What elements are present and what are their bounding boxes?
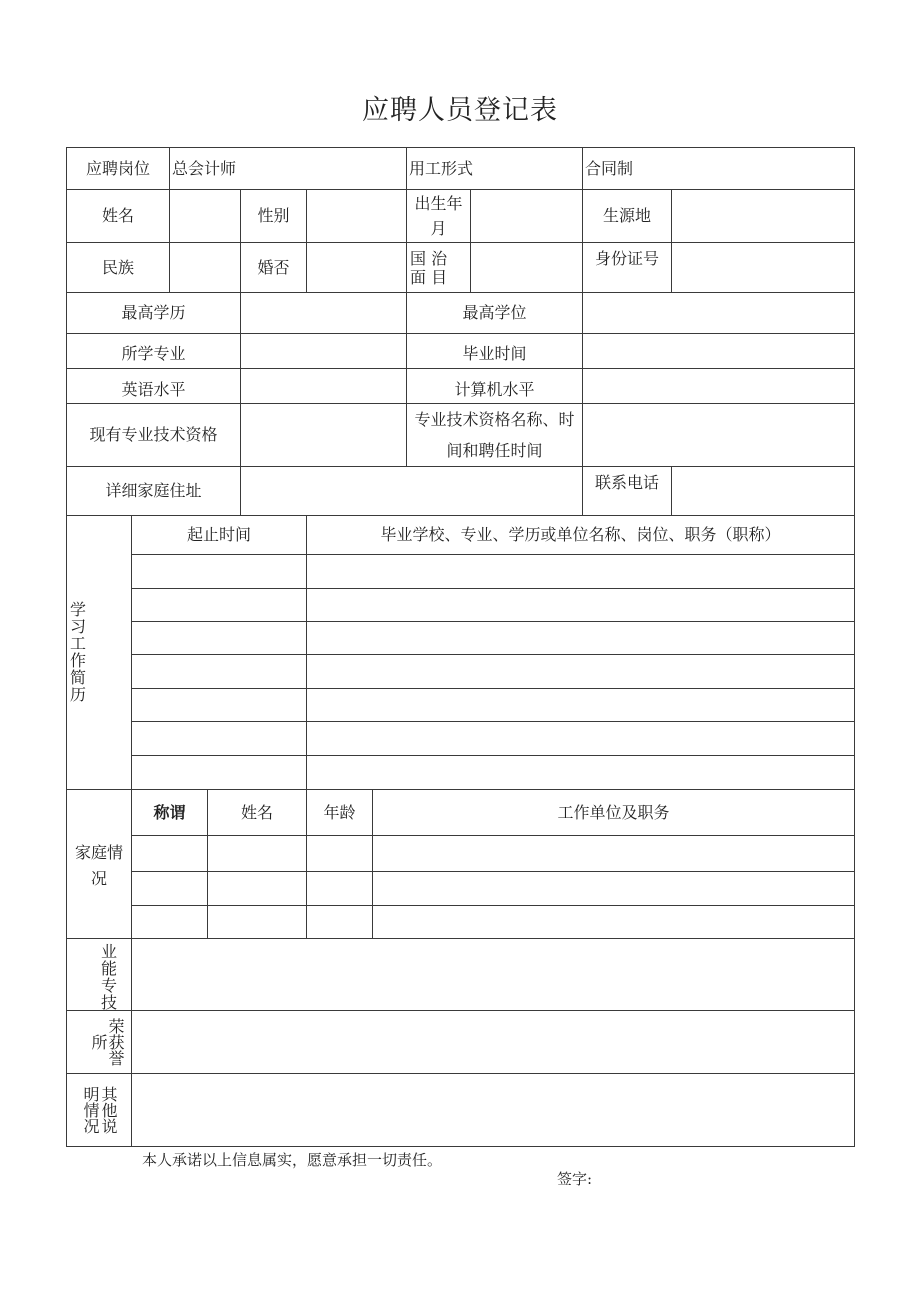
political-label: 国 治 面 目 bbox=[410, 248, 448, 287]
resume-row-detail[interactable] bbox=[307, 555, 854, 588]
family-col-relation: 称谓 bbox=[153, 802, 186, 822]
highest-degree-label: 最高学位 bbox=[462, 303, 527, 322]
origin-label: 生源地 bbox=[602, 206, 651, 225]
origin-input[interactable] bbox=[672, 190, 854, 242]
grad-time-input[interactable] bbox=[583, 334, 854, 368]
resume-col-detail: 毕业学校、专业、学历或单位名称、岗位、职务（职称） bbox=[380, 525, 781, 544]
other-label-block bbox=[68, 1075, 130, 1145]
ethnicity-label: 民族 bbox=[101, 257, 134, 277]
phone-input[interactable] bbox=[672, 467, 854, 515]
name-label: 姓名 bbox=[101, 206, 134, 225]
ethnicity-input[interactable] bbox=[170, 243, 240, 292]
family-row[interactable] bbox=[132, 872, 854, 905]
grad-time-label: 毕业时间 bbox=[462, 344, 527, 363]
resume-row[interactable] bbox=[132, 756, 306, 789]
resume-row-detail[interactable] bbox=[307, 589, 854, 621]
resume-row-detail[interactable] bbox=[307, 756, 854, 789]
family-row[interactable] bbox=[132, 906, 854, 938]
highest-edu-label: 最高学历 bbox=[121, 303, 186, 322]
highest-degree-input[interactable] bbox=[583, 293, 854, 333]
resume-row-detail[interactable] bbox=[307, 722, 854, 755]
computer-input[interactable] bbox=[583, 369, 854, 403]
name-input[interactable] bbox=[170, 190, 240, 242]
tech-qual-input[interactable] bbox=[241, 404, 406, 466]
resume-row-detail[interactable] bbox=[307, 689, 854, 721]
signature-label: 签字: bbox=[557, 1170, 593, 1188]
pledge-text: 本人承诺以上信息属实，愿意承担一切责任。 bbox=[142, 1151, 443, 1169]
birth-label: 出生年月 bbox=[414, 194, 463, 238]
gender-input[interactable] bbox=[307, 190, 406, 242]
english-label: 英语水平 bbox=[121, 380, 186, 399]
employment-type-label: 用工形式 bbox=[409, 158, 474, 178]
family-row[interactable] bbox=[132, 836, 854, 871]
phone-label: 联系电话 bbox=[594, 473, 659, 492]
resume-row[interactable] bbox=[132, 689, 306, 721]
resume-row[interactable] bbox=[132, 722, 306, 755]
id-input[interactable] bbox=[672, 243, 854, 292]
tech-qual-detail-input[interactable] bbox=[583, 404, 854, 466]
gender-label: 性别 bbox=[257, 206, 290, 225]
marital-input[interactable] bbox=[307, 243, 406, 292]
english-input[interactable] bbox=[241, 369, 406, 403]
computer-label: 计算机水平 bbox=[454, 380, 535, 399]
resume-section-label: 学习工作简历 bbox=[69, 600, 86, 704]
other-input[interactable] bbox=[132, 1074, 854, 1146]
family-col-name: 姓名 bbox=[240, 802, 273, 822]
address-input[interactable] bbox=[241, 467, 582, 515]
employment-type-value[interactable]: 合同制 bbox=[585, 158, 634, 178]
major-input[interactable] bbox=[241, 334, 406, 368]
position-value[interactable]: 总会计师 bbox=[172, 158, 237, 178]
other-label-text: 其他说明情况 bbox=[81, 1086, 118, 1134]
resume-col-period: 起止时间 bbox=[186, 525, 251, 544]
major-label: 所学专业 bbox=[121, 344, 186, 363]
resume-row-detail[interactable] bbox=[307, 622, 854, 654]
resume-row[interactable] bbox=[132, 555, 306, 588]
id-label: 身份证号 bbox=[594, 249, 659, 268]
family-section-label: 家庭情况 bbox=[74, 843, 123, 888]
position-label: 应聘岗位 bbox=[85, 158, 150, 178]
tech-qual-label: 现有专业技术资格 bbox=[89, 425, 218, 444]
form-title: 应聘人员登记表 bbox=[362, 95, 558, 126]
resume-row[interactable] bbox=[132, 655, 306, 688]
address-label: 详细家庭住址 bbox=[105, 481, 202, 500]
honors-label-block bbox=[68, 1012, 130, 1072]
resume-row-detail[interactable] bbox=[307, 655, 854, 688]
family-col-age: 年龄 bbox=[323, 802, 356, 822]
birth-input[interactable] bbox=[471, 190, 582, 242]
tech-qual-detail-label: 专业技术资格名称、时间和聘任时间 bbox=[414, 410, 575, 460]
marital-label: 婚否 bbox=[257, 257, 290, 277]
resume-row[interactable] bbox=[132, 622, 306, 654]
skills-input[interactable] bbox=[132, 939, 854, 1010]
skills-label: 业能专技 bbox=[100, 942, 117, 1012]
resume-row[interactable] bbox=[132, 589, 306, 621]
family-col-work: 工作单位及职务 bbox=[557, 802, 670, 822]
political-input[interactable] bbox=[471, 243, 582, 292]
highest-edu-input[interactable] bbox=[241, 293, 406, 333]
honors-label-text: 荣获誉所 bbox=[89, 1018, 125, 1066]
honors-input[interactable] bbox=[132, 1011, 854, 1073]
